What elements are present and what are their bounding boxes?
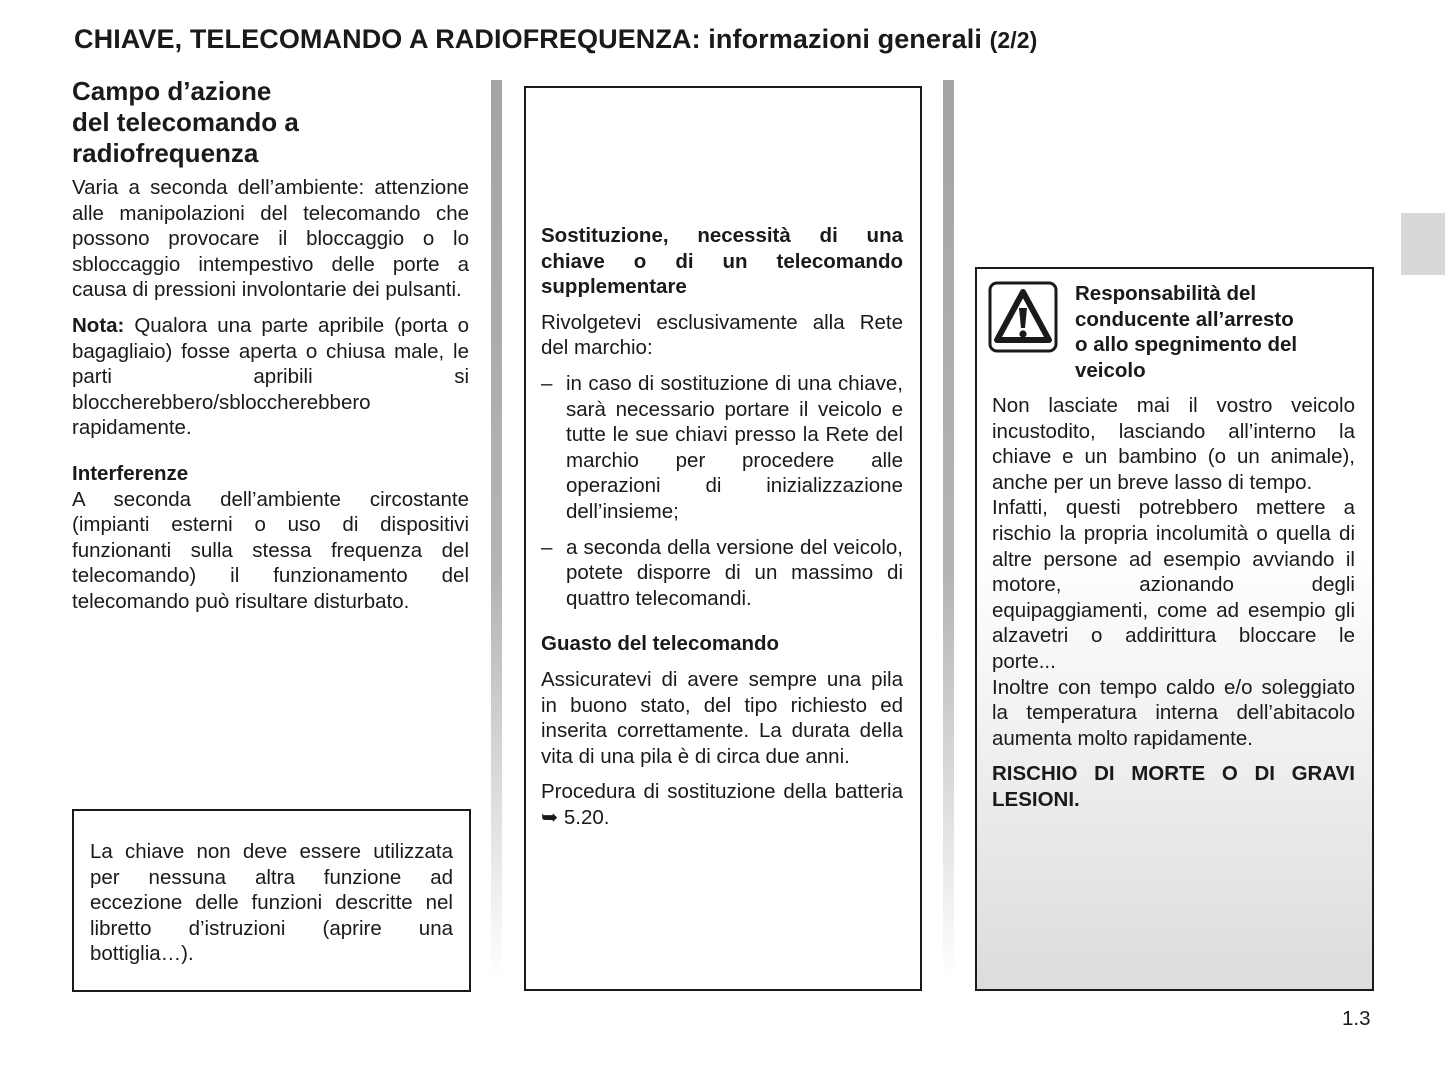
list-item xyxy=(541,535,903,612)
procedura-text: Procedura di sostituzione della batteria xyxy=(541,780,903,804)
dash-bullet: – xyxy=(541,535,553,559)
subheading-interferenze: Interferenze xyxy=(72,461,189,485)
risk-statement: RISCHIO DI MORTE O DI GRAVI LESIONI. xyxy=(992,762,1355,811)
column-middle xyxy=(541,223,903,830)
paragraph-guasto: Assicuratevi di avere sempre una pila in buono stato, del tipo richiesto ed inserita correttamente. La durata della vita di una pila è di circa due anni. xyxy=(541,667,903,768)
heading-line: del telecomando a xyxy=(72,107,299,137)
section-tab-marker xyxy=(1401,213,1445,275)
dash-bullet: – xyxy=(541,371,553,395)
column-right xyxy=(992,393,1355,813)
warning-heading xyxy=(1075,281,1355,383)
paragraph-rivolgetevi: Rivolgetevi esclusivamente alla Rete del marchio: xyxy=(541,310,903,360)
paragraph-warning-1: Non lasciate mai il vostro veicolo incustodito, lasciando all’interno la chiave e un bambino (o un animale), anche per un breve lasso di tempo. xyxy=(992,394,1355,494)
nota-label: Nota: xyxy=(72,313,125,337)
page-reference-link[interactable]: 5.20. xyxy=(558,805,610,829)
paragraph-warning-2: Infatti, questi potrebbero mettere a rischio la propria incolumità o quella di altre persone ad esempio avviando il motore, azionando degli equipaggiamenti, come ad esempio gli alzavetri o addirittura bloccare le porte... xyxy=(992,496,1355,673)
arrow-right-icon: ➥ xyxy=(541,805,559,829)
warning-heading-line: conducente all’arresto xyxy=(1075,307,1294,331)
section-heading-campo xyxy=(72,76,469,169)
paragraph-warning-3: Inoltre con tempo caldo e/o soleggiato la temperatura interna dell’abitacolo aumenta molto rapidamente. xyxy=(992,675,1355,750)
warning-triangle-icon xyxy=(988,281,1058,353)
column-divider-bar xyxy=(943,80,954,980)
list-item-text: a seconda della versione del veicolo, potete disporre di un massimo di quattro telecomandi. xyxy=(566,535,903,610)
page-number: 1.3 xyxy=(1342,1007,1371,1030)
list-item-text: in caso di sostituzione di una chiave, sarà necessario portare il veicolo e tutte le sue chiavi presso la Rete del marchio per procedere alle operazioni di inizializzazione dell’insieme; xyxy=(566,371,903,523)
title-subtitle: informazioni generali xyxy=(700,24,990,54)
paragraph-campo: Varia a seconda dell’ambiente: attenzione alle manipolazioni del telecomando che possono provocare il bloccaggio o lo sbloccaggio intempestivo delle porte a causa di pressioni involontarie dei pulsanti. xyxy=(72,176,469,302)
title-main: CHIAVE, TELECOMANDO A RADIOFREQUENZA: xyxy=(74,24,701,54)
column-left xyxy=(72,76,469,615)
warning-heading-line: Responsabilità del xyxy=(1075,282,1257,305)
subheading-guasto: Guasto del telecomando xyxy=(541,632,780,656)
warning-heading-line: o allo spegnimento del xyxy=(1075,333,1298,357)
notice-box-text: La chiave non deve essere utilizzata per nessuna altra funzione ad eccezione delle funzioni descritte nel libretto d’istruzioni (aprire una bottiglia…). xyxy=(90,840,453,966)
paragraph-procedura xyxy=(541,779,903,830)
heading-line: Campo d’azione xyxy=(72,76,272,106)
page-title xyxy=(74,24,1037,55)
title-page-part: (2/2) xyxy=(989,27,1038,53)
list-item xyxy=(541,371,903,525)
nota-text: Qualora una parte apribile (porta o bagagliaio) fosse aperta o chiusa male, le parti apribili si bloccherebbero/sbloccherebbero rapidamente. xyxy=(72,313,469,440)
column-divider-bar xyxy=(491,80,502,980)
paragraph-interferenze: A seconda dell’ambiente circostante (impianti esterni o uso di dispositivi funzionanti sulla stessa frequenza del telecomando) il funzionamento del telecomando può risultare disturbato. xyxy=(72,487,469,613)
subheading-sostituzione: Sostituzione, necessità di una chiave o di un telecomando supplementare xyxy=(541,224,903,299)
warning-heading-line: veicolo xyxy=(1075,358,1146,382)
paragraph-nota xyxy=(72,313,469,441)
heading-line: radiofrequenza xyxy=(72,138,259,168)
notice-box-chiave xyxy=(72,809,471,992)
